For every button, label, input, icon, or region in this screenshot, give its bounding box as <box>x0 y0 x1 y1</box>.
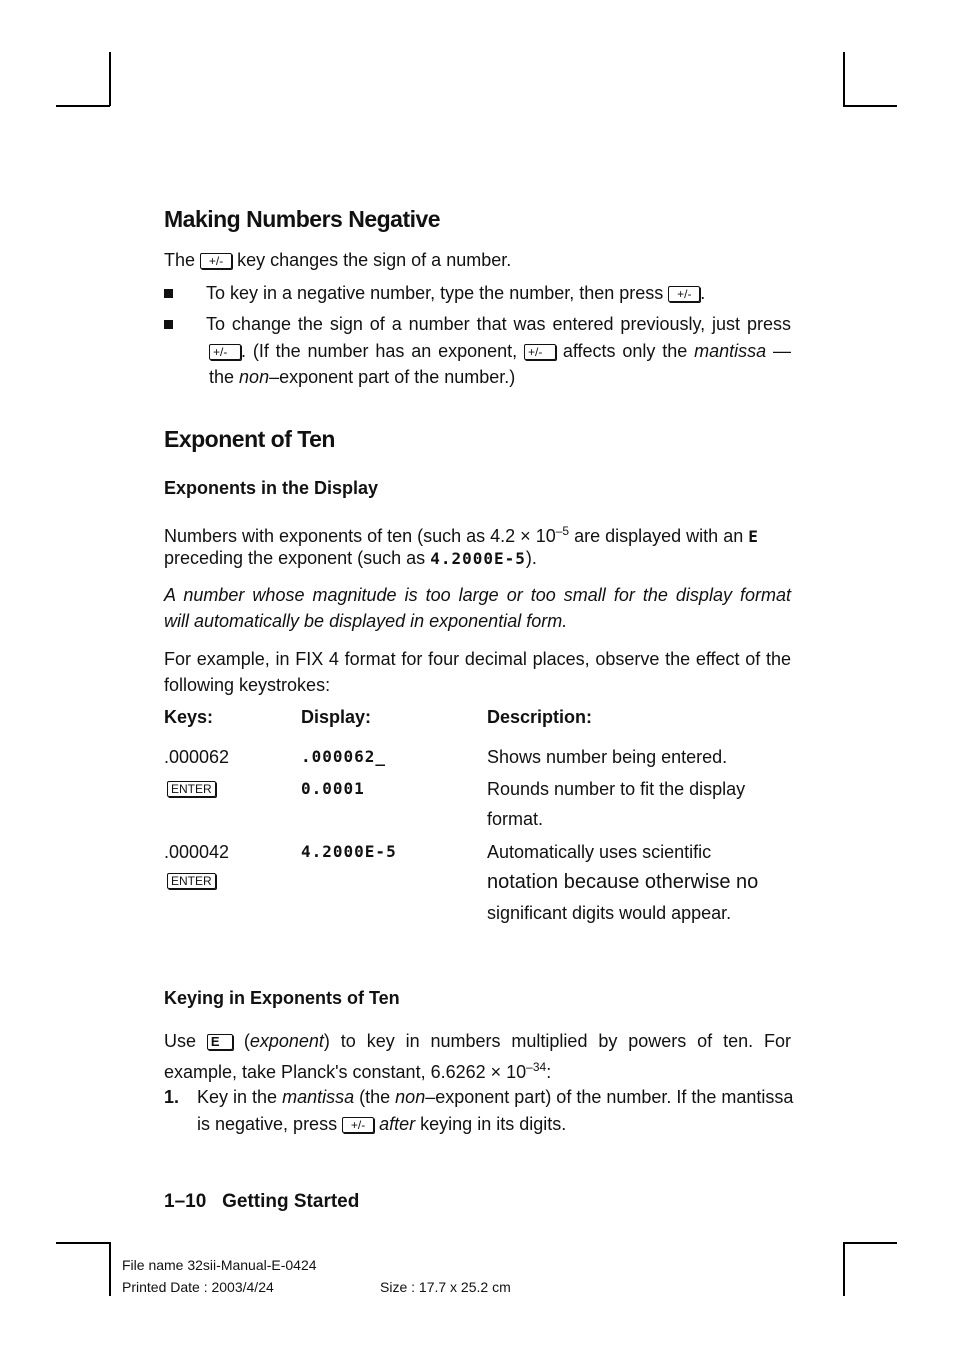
crop-mark-top-right-h <box>843 105 897 107</box>
step1-l2-b: keying in its digits. <box>420 1114 567 1134</box>
lcd-example: 4.2000E-5 <box>430 549 526 568</box>
p4-c: ) to key in numbers multiplied by powers of ten. For <box>323 1031 791 1051</box>
example-line2: following keystrokes: <box>164 675 331 695</box>
table-row-4-desc1: notation because otherwise no <box>487 871 759 893</box>
enter-key-label: ENTER <box>167 781 216 797</box>
bullet-icon <box>164 289 173 298</box>
p4-line2-b: : <box>546 1062 552 1082</box>
note-line2: will automatically be displayed in exponential form. <box>164 611 568 631</box>
step-1-line2 <box>197 1111 566 1137</box>
table-row-2-desc2: format. <box>487 809 544 829</box>
exponent-term: exponent <box>249 1031 324 1051</box>
mantissa-term: mantissa <box>694 341 767 361</box>
bullet2-l2-b: affects only the <box>562 341 688 361</box>
step1-a: Key in the <box>197 1087 278 1107</box>
enter-key-icon <box>167 872 216 890</box>
step1-non: non <box>395 1087 426 1107</box>
use-e-line2 <box>164 1054 551 1085</box>
intro-pre: The <box>164 250 196 270</box>
subsection-title-display: Exponents in the Display <box>164 478 379 498</box>
step1-b: (the <box>359 1087 391 1107</box>
bullet-item-2-line2 <box>209 338 791 364</box>
table-row-3-desc: Automatically uses scientific <box>487 842 712 862</box>
section-title-negative: Making Numbers Negative <box>164 206 441 232</box>
table-row-1-display: .000062_ <box>301 747 387 766</box>
intro-paragraph <box>164 247 511 273</box>
p1-b: are displayed with an <box>574 526 744 546</box>
table-row-2-desc1: Rounds number to fit the display <box>487 779 746 799</box>
paper-size: Size : 17.7 x 25.2 cm <box>380 1279 511 1295</box>
step1-c: –exponent part) of the number. If the mantissa <box>425 1087 794 1107</box>
plus-minus-key-icon: +/- <box>200 253 232 269</box>
p1-c: preceding the exponent (such as <box>164 548 426 568</box>
subsection-title-keying: Keying in Exponents of Ten <box>164 988 400 1008</box>
table-row-3-keys: .000042 <box>164 842 230 862</box>
crop-mark-top-left-v <box>109 52 111 106</box>
step-1-line1 <box>197 1084 793 1110</box>
crop-mark-bottom-left-h <box>56 1242 110 1244</box>
lcd-e-char: E <box>748 527 759 546</box>
file-name: File name 32sii-Manual-E-0424 <box>122 1257 317 1273</box>
section-title-exponent: Exponent of Ten <box>164 426 335 452</box>
page-footer: 1–10 Getting Started <box>164 1191 360 1212</box>
table-row-4-desc2: significant digits would appear. <box>487 903 732 923</box>
bullet1-post: . <box>700 283 706 303</box>
table-header-display: Display: <box>301 707 372 727</box>
use-e-line1 <box>164 1028 791 1054</box>
e-key-icon: E <box>207 1034 233 1050</box>
bullet1-pre: To key in a negative number, type the number, then press <box>206 283 664 303</box>
table-row-1-keys: .000062 <box>164 747 230 767</box>
bullet2-l3-a: the <box>209 367 235 387</box>
p1-sup: –5 <box>555 524 570 538</box>
step1-mantissa: mantissa <box>282 1087 355 1107</box>
non-term: non <box>239 367 270 387</box>
intro-post: key changes the sign of a number. <box>237 250 512 270</box>
enter-key-icon <box>167 780 216 798</box>
p4-line2-sup: –34 <box>526 1060 547 1074</box>
bullet-icon <box>164 320 173 329</box>
table-row-3-display: 4.2000E-5 <box>301 842 397 861</box>
crop-mark-bottom-left-v <box>109 1242 111 1296</box>
step1-after: after <box>379 1114 416 1134</box>
p1-d: ). <box>525 548 537 568</box>
bullet-item-2-line3 <box>209 364 515 390</box>
p4-line2-a: example, take Planck's constant, 6.6262 × 10 <box>164 1062 527 1082</box>
bullet-item-1 <box>206 280 705 306</box>
plus-minus-key-icon: +/- <box>524 344 556 360</box>
plus-minus-key-icon: +/- <box>209 344 241 360</box>
step-1-number: 1. <box>164 1087 180 1107</box>
p1-a: Numbers with exponents of ten (such as 4.2 × 10 <box>164 526 556 546</box>
bullet-item-2-line1: To change the sign of a number that was entered previously, just press <box>206 314 791 334</box>
paragraph-exponents-line2 <box>164 545 537 572</box>
p4-b: ( <box>243 1031 250 1051</box>
crop-mark-top-left-h <box>56 105 110 107</box>
crop-mark-top-right-v <box>843 52 845 106</box>
printed-date: Printed Date : 2003/4/24 <box>122 1279 274 1295</box>
p4-a: Use <box>164 1031 197 1051</box>
plus-minus-key-icon: +/- <box>668 286 700 302</box>
crop-mark-bottom-right-h <box>843 1242 897 1244</box>
bullet2-l3-b: –exponent part of the number.) <box>269 367 516 387</box>
example-line1: For example, in FIX 4 format for four decimal places, observe the effect of the <box>164 649 791 669</box>
note-line1: A number whose magnitude is too large or too small for the display format <box>164 585 791 605</box>
step1-l2-a: is negative, press <box>197 1114 338 1134</box>
enter-key-label: ENTER <box>167 873 216 889</box>
crop-mark-bottom-right-v <box>843 1242 845 1296</box>
table-header-description: Description: <box>487 707 593 727</box>
table-row-2-display: 0.0001 <box>301 779 365 798</box>
bullet2-l2-a: . (If the number has an exponent, <box>241 341 518 361</box>
table-header-keys: Keys: <box>164 707 214 727</box>
em-dash: — <box>773 341 791 361</box>
plus-minus-key-icon: +/- <box>342 1117 374 1133</box>
table-row-1-desc: Shows number being entered. <box>487 747 728 767</box>
